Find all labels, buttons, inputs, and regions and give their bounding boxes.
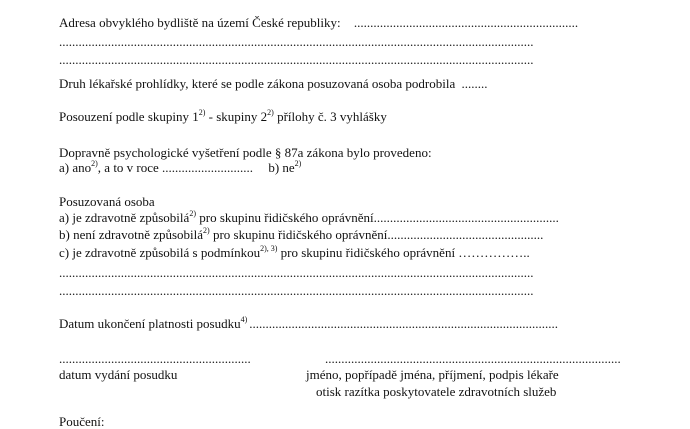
traffic-option-yes[interactable]: [59, 160, 253, 175]
traffic-year-field[interactable]: , a to v roce ............................: [97, 160, 254, 175]
address-row: [59, 15, 599, 30]
footnote-ref: 2), 3): [260, 245, 278, 253]
instruction-label: Poučení:: [59, 414, 105, 429]
exam-type-row: [59, 76, 599, 91]
assessment-text-a: Posouzení podle skupiny 1: [59, 109, 199, 124]
footnote-ref: 2): [198, 107, 206, 117]
fit-option-b[interactable]: [59, 227, 599, 242]
traffic-psych-options: [59, 160, 301, 175]
address-field-line-3[interactable]: ..................................................................................................................................................: [59, 52, 534, 67]
fit-option-a[interactable]: [59, 210, 599, 225]
fit-option-a-label: a) je zdravotně způsobilá: [59, 210, 190, 225]
issue-date-label: datum vydání posudku: [59, 367, 178, 382]
fit-option-c[interactable]: [59, 245, 599, 260]
footnote-ref: 2): [203, 227, 210, 235]
validity-label: Datum ukončení platnosti posudku: [59, 316, 241, 331]
validity-field[interactable]: ...............................................................................................: [249, 316, 559, 331]
fit-field-line-2[interactable]: ..................................................................................................................................................: [59, 265, 534, 280]
footnote-ref: 2): [91, 158, 98, 168]
assessment-group-row: [59, 109, 387, 124]
fit-option-a-field[interactable]: pro skupinu řidičského oprávnění.........................................................: [195, 210, 559, 225]
validity-row: [59, 316, 599, 331]
fit-option-b-field[interactable]: pro skupinu řidičského oprávnění................................................: [209, 227, 544, 242]
doctor-label: jméno, popřípadě jména, příjmení, podpis lékaře: [306, 367, 559, 382]
address-label: Adresa obvyklého bydliště na území České republiky:: [59, 15, 341, 30]
footnote-ref: 2): [294, 158, 302, 168]
exam-type-field[interactable]: ........: [461, 76, 488, 91]
fit-option-c-field[interactable]: pro skupinu řidičského oprávnění ……………..: [277, 245, 530, 260]
traffic-psych-label: Dopravně psychologické vyšetření podle § 87a zákona bylo provedeno:: [59, 145, 432, 160]
assessment-text-c: přílohy č. 3 vyhlášky: [273, 109, 387, 124]
footnote-ref: 4): [240, 316, 248, 324]
person-heading: Posuzovaná osoba: [59, 194, 155, 209]
footnote-ref: 2): [189, 210, 196, 218]
footnote-ref: 2): [267, 107, 274, 117]
address-field[interactable]: .....................................................................: [353, 15, 579, 30]
issue-date-field[interactable]: ...........................................................: [59, 351, 251, 366]
stamp-label: otisk razítka poskytovatele zdravotních služeb: [316, 384, 557, 399]
exam-type-label: Druh lékařské prohlídky, které se podle zákona posuzovaná osoba podrobila: [59, 76, 456, 91]
fit-option-c-label: c) je zdravotně způsobilá s podmínkou: [59, 245, 261, 260]
fit-field-line-3[interactable]: ..................................................................................................................................................: [59, 283, 534, 298]
traffic-option-no-label: b) ne: [268, 160, 295, 175]
doctor-signature-field[interactable]: ...........................................................................................: [325, 351, 621, 366]
traffic-option-yes-label: a) ano: [59, 160, 92, 175]
address-field-line-2[interactable]: ..................................................................................................................................................: [59, 34, 534, 49]
fit-option-b-label: b) není zdravotně způsobilá: [59, 227, 204, 242]
traffic-option-no[interactable]: [268, 160, 301, 175]
assessment-text-b: - skupiny 2: [205, 109, 268, 124]
